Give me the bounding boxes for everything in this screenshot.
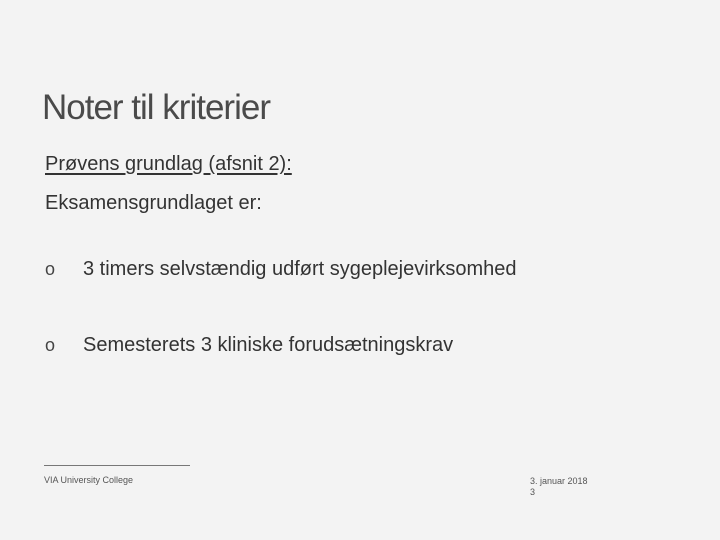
page-number: 3 bbox=[530, 487, 536, 497]
intro-text: Eksamensgrundlaget er: bbox=[45, 192, 262, 214]
bullet-item bbox=[45, 258, 517, 334]
slide-title: Noter til kriterier bbox=[42, 88, 270, 127]
bullet-text: 3 timers selvstændig udført sygeplejevirksomhed bbox=[83, 258, 517, 280]
bullet-marker-icon: o bbox=[45, 259, 56, 279]
footer-organization: VIA University College bbox=[44, 475, 134, 485]
footer-divider bbox=[44, 465, 190, 466]
section-subheading: Prøvens grundlag (afsnit 2): bbox=[45, 153, 292, 175]
bullet-item bbox=[45, 334, 517, 410]
bullet-marker-icon: o bbox=[45, 335, 56, 355]
bullet-text: Semesterets 3 kliniske forudsætningskrav bbox=[83, 334, 454, 356]
bullet-list bbox=[45, 258, 517, 410]
footer-date: 3. januar 2018 bbox=[530, 476, 588, 486]
